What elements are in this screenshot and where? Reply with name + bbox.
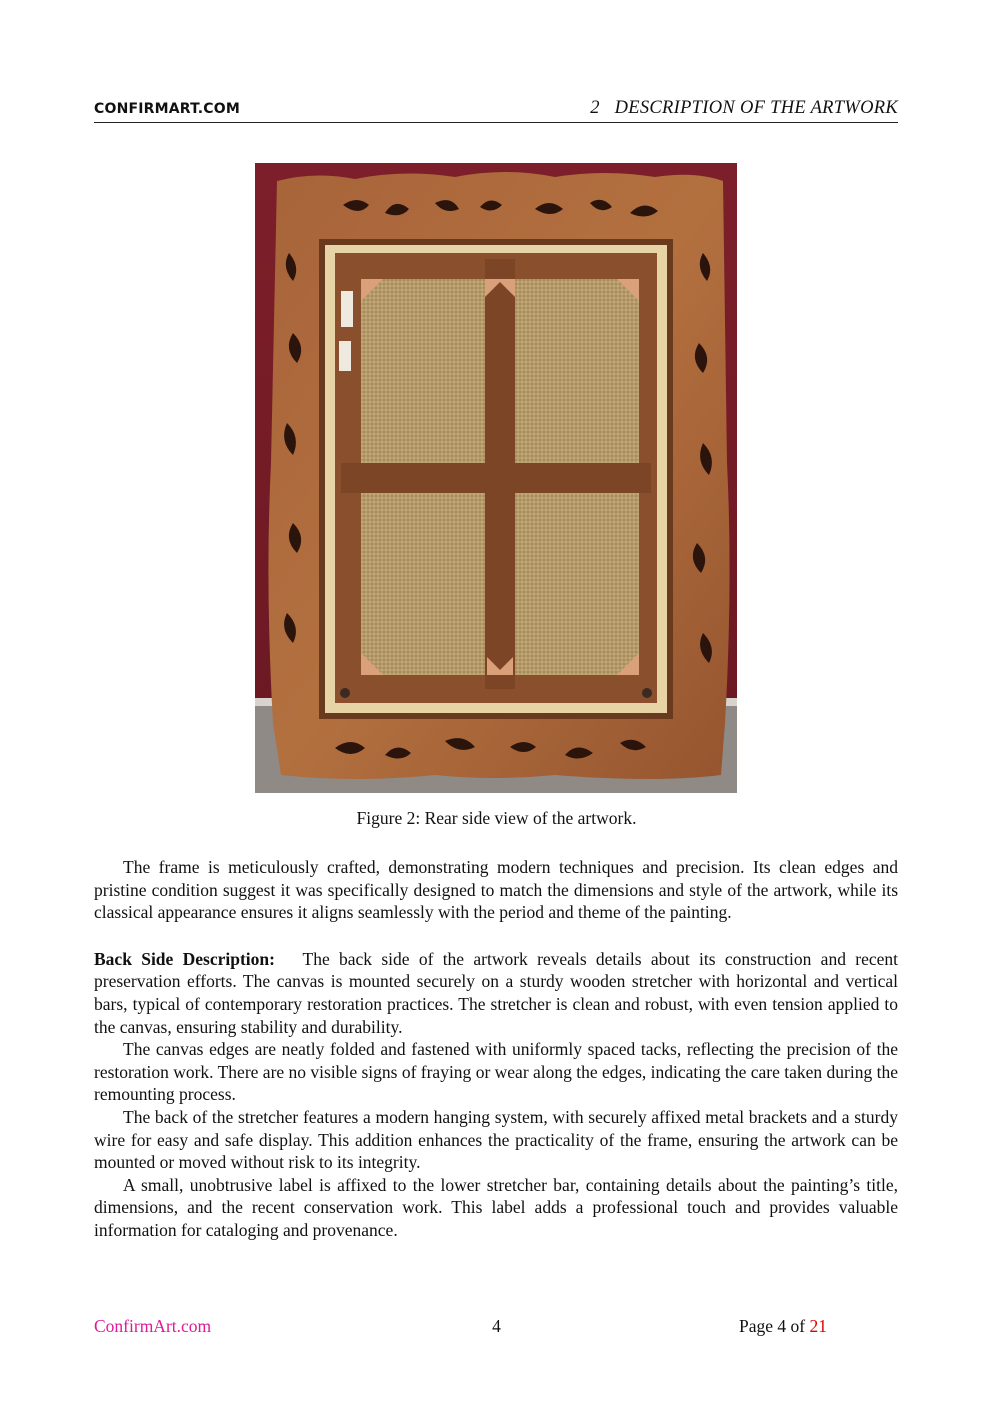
page-count-prefix: Page 4 of bbox=[739, 1316, 806, 1336]
footer-page-number: 4 bbox=[492, 1316, 501, 1336]
back-side-text: The back side of the artwork reveals details about its construction and recent preservation efforts. The canvas is mounted securely on a sturdy wooden stretcher with horizontal and vertical bars, typical of contemporary restoration practices. The stretcher is clean and robust, with even tension applied to the canvas, ensuring stability and durability. bbox=[94, 948, 898, 1037]
figure-caption: Figure 2: Rear side view of the artwork. bbox=[356, 808, 637, 828]
footer-site-link[interactable]: ConfirmArt.com bbox=[94, 1316, 212, 1336]
page-header bbox=[94, 98, 898, 123]
paragraph-back-side bbox=[94, 948, 898, 1038]
artwork-rear-photo bbox=[255, 163, 737, 793]
body-text bbox=[94, 856, 898, 1242]
footer-page-count bbox=[739, 1316, 827, 1337]
paragraph-frame: The frame is meticulously crafted, demonstrating modern techniques and precision. Its clean edges and pristine condition suggest it was specifically designed to match the dimensions and style of the artwork, while its classical appearance ensures it aligns seamlessly with the period and theme of the painting. bbox=[94, 857, 898, 923]
back-side-heading: Back Side Description: bbox=[94, 948, 275, 969]
paragraph-hanging-system: The back of the stretcher features a modern hanging system, with securely affixed metal brackets and a sturdy wire for easy and safe display. This addition enhances the practicality of the frame, ensuring the artwork can be mounted or moved without risk to its integrity. bbox=[94, 1106, 898, 1173]
confirmart-logo: CONFIRMART.COM bbox=[94, 101, 241, 117]
section-title: 2 DESCRIPTION OF THE ARTWORK bbox=[590, 98, 898, 118]
paragraph-canvas-edges: The canvas edges are neatly folded and fastened with uniformly spaced tacks, reflecting the precision of the restoration work. There are no visible signs of fraying or wear along the edges, indicating the care taken during the remounting process. bbox=[94, 1039, 898, 1105]
total-pages-link[interactable]: 21 bbox=[809, 1316, 827, 1336]
paragraph-label: A small, unobtrusive label is affixed to the lower stretcher bar, containing details about the painting’s title, dimensions, and the recent conservation work. This label adds a professional touch and provides valuable information for cataloging and provenance. bbox=[94, 1174, 898, 1240]
